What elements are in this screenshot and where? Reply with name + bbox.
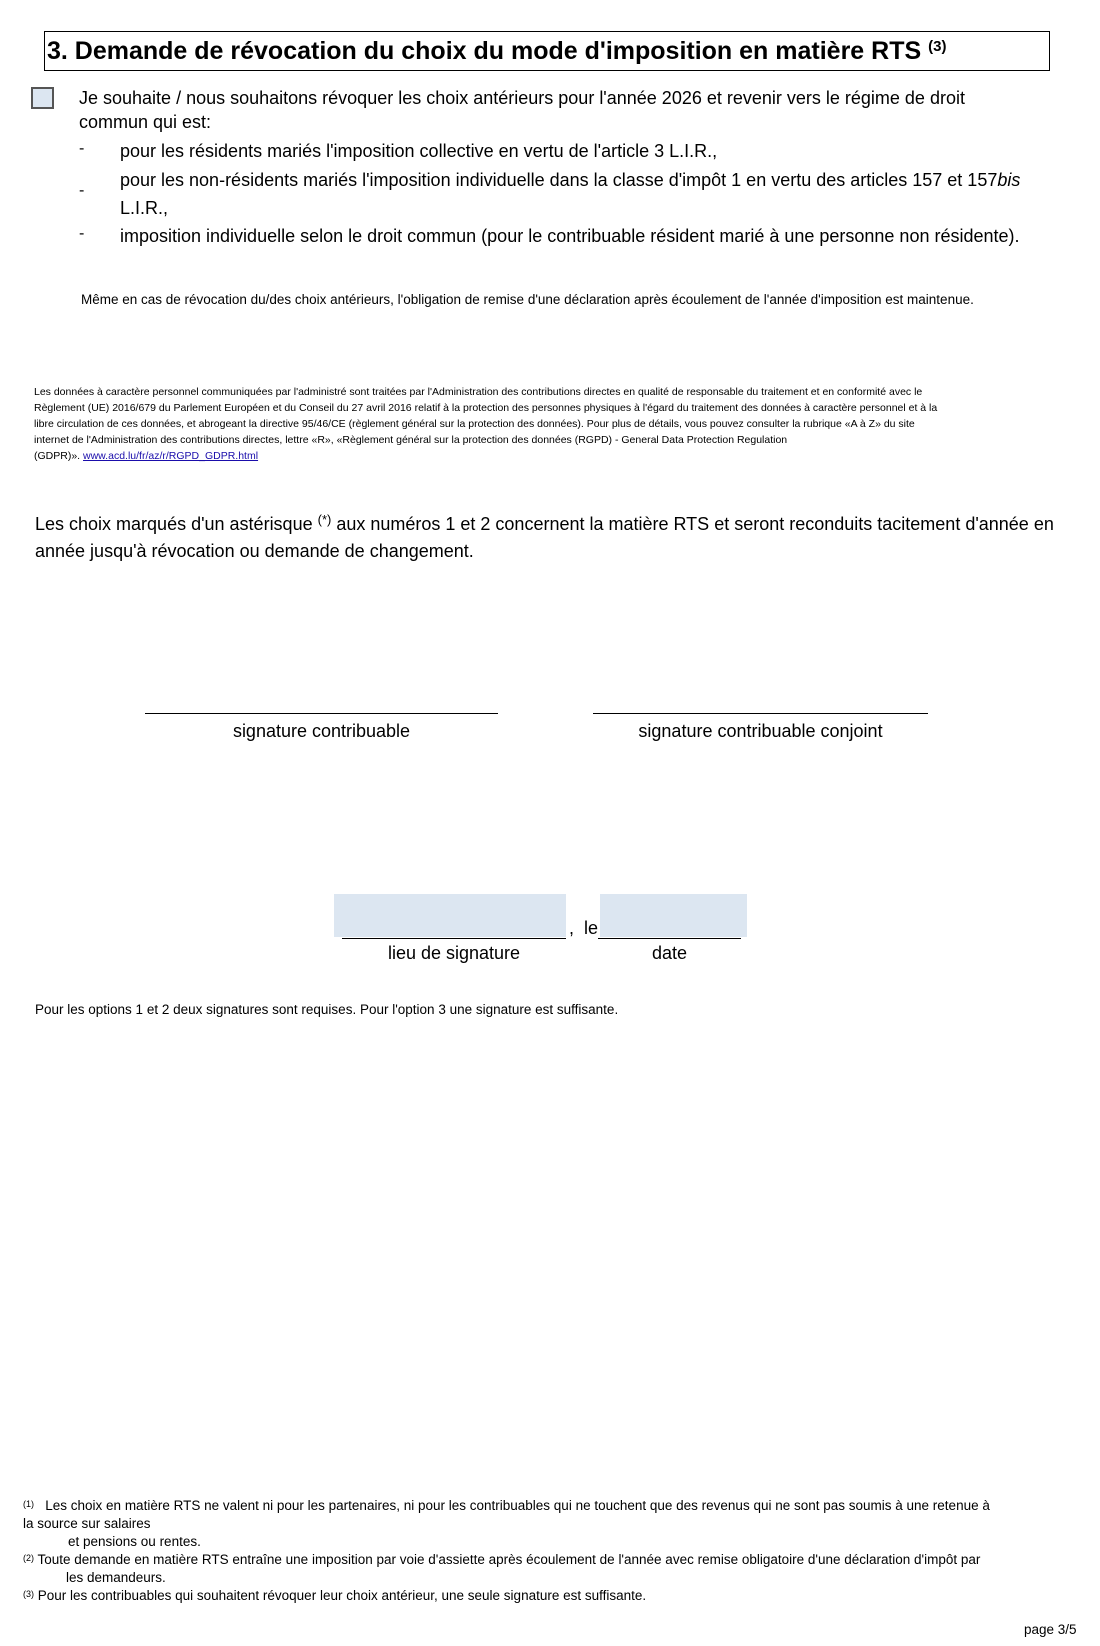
asterisk-note-pre: Les choix marqués d'un astérisque: [35, 514, 318, 534]
date-underline: [598, 938, 741, 939]
gdpr-line: Règlement (UE) 2016/679 du Parlement Européen et du Conseil du 27 avril 2016 relatif à la protection des personnes physiques à l'égard du traitement des données à caractère personnel et à la: [34, 402, 938, 414]
gdpr-notice: [34, 384, 1074, 464]
list-item-nonresident: [120, 168, 1020, 192]
options-note: Pour les options 1 et 2 deux signatures sont requises. Pour l'option 3 une signature est suffisante.: [35, 1002, 619, 1017]
footnote-3-text: Pour les contribuables qui souhaitent révoquer leur choix antérieur, une seule signature est suffisante.: [37, 1588, 647, 1603]
footnote-1: [23, 1497, 1083, 1515]
page-number: page 3/5: [1024, 1622, 1077, 1637]
footnotes: [23, 1497, 1083, 1605]
place-of-signature-input[interactable]: [334, 894, 566, 937]
list-item-individual: imposition individuelle selon le droit commun (pour le contribuable résident marié à une personne non résidente).: [120, 226, 1020, 246]
list-bullet: -: [79, 182, 85, 199]
list-bullet: -: [79, 225, 85, 242]
list-item-nonresident-line2: L.I.R.,: [120, 198, 169, 218]
list-item-nonresident-text: pour les non-résidents mariés l'imposition individuelle dans la classe d'impôt 1 en vertu des articles 157 et 157: [120, 170, 998, 190]
revocation-intro-line1: Je souhaite / nous souhaitons révoquer les choix antérieurs pour l'année 2026 et revenir vers le régime de droit: [79, 88, 965, 108]
footnote-2: [23, 1551, 1083, 1569]
footnote-1-line3: et pensions ou rentes.: [68, 1534, 201, 1549]
footnote-2-mark: (2): [23, 1553, 34, 1563]
comma-le-text: , le: [569, 918, 599, 938]
footnote-3: [23, 1587, 1083, 1605]
signature-spouse-label: signature contribuable conjoint: [638, 721, 883, 741]
date-label: date: [651, 943, 688, 963]
gdpr-line: Les données à caractère personnel communiquées par l'administré sont traitées par l'Administration des contributions directes en qualité de responsable du traitement et en conformité avec le: [34, 386, 923, 398]
footnote-3-mark: (3): [23, 1589, 34, 1599]
footnote-1-line2: la source sur salaires: [23, 1516, 151, 1531]
revocation-checkbox[interactable]: [31, 87, 54, 109]
list-item-collective: pour les résidents mariés l'imposition collective en vertu de l'article 3 L.I.R.,: [120, 141, 718, 161]
asterisk-sup: (*): [317, 512, 332, 527]
asterisk-note-line1: [35, 512, 1054, 536]
asterisk-note-post: aux numéros 1 et 2 concernent la matière RTS et seront reconduits tacitement d'année en: [331, 514, 1054, 534]
gdpr-line: internet de l'Administration des contributions directes, lettre «R», «Règlement général sur la protection des données (RGPD) - General Data Protection Regulation: [34, 434, 788, 446]
asterisk-note-line2: année jusqu'à révocation ou demande de changement.: [35, 541, 474, 561]
list-item-nonresident-italic: bis: [997, 170, 1021, 190]
footnote-1-mark: (1): [23, 1499, 34, 1509]
section-title-footnote-ref: (3): [928, 38, 947, 55]
section-title-text: 3. Demande de révocation du choix du mode d'imposition en matière RTS: [47, 37, 922, 65]
footnote-2-text: Toute demande en matière RTS entraîne une imposition par voie d'assiette après écoulement de l'année avec remise obligatoire d'une déclaration d'impôt par: [37, 1552, 981, 1567]
gdpr-prefix: (GDPR)».: [34, 450, 84, 462]
place-underline: [342, 938, 566, 939]
signature-taxpayer-label: signature contribuable: [232, 721, 411, 741]
gdpr-line: [34, 448, 1074, 464]
footnote-1-text: Les choix en matière RTS ne valent ni pour les partenaires, ni pour les contribuables qui ne touchent que des revenus qui ne sont pas soumis à une retenue à: [45, 1498, 990, 1513]
footnote-2-line2: les demandeurs.: [66, 1570, 166, 1585]
date-input[interactable]: [600, 894, 747, 937]
signature-line-taxpayer: [145, 713, 498, 714]
gdpr-line: libre circulation de ces données, et abrogeant la directive 95/46/CE (règlement général sur la protection des données). Pour plus de détails, vous pouvez consulter la rubrique «A à Z» du site: [34, 418, 915, 430]
list-bullet: -: [79, 140, 85, 157]
gdpr-link[interactable]: www.acd.lu/fr/az/r/RGPD_GDPR.html: [83, 450, 259, 462]
place-label: lieu de signature: [387, 943, 521, 963]
revocation-note: Même en cas de révocation du/des choix antérieurs, l'obligation de remise d'une déclaration après écoulement de l'année d'imposition est maintenue.: [81, 292, 974, 307]
revocation-intro-line2: commun qui est:: [79, 112, 212, 132]
section-title: [44, 31, 1050, 71]
signature-line-spouse: [593, 713, 928, 714]
